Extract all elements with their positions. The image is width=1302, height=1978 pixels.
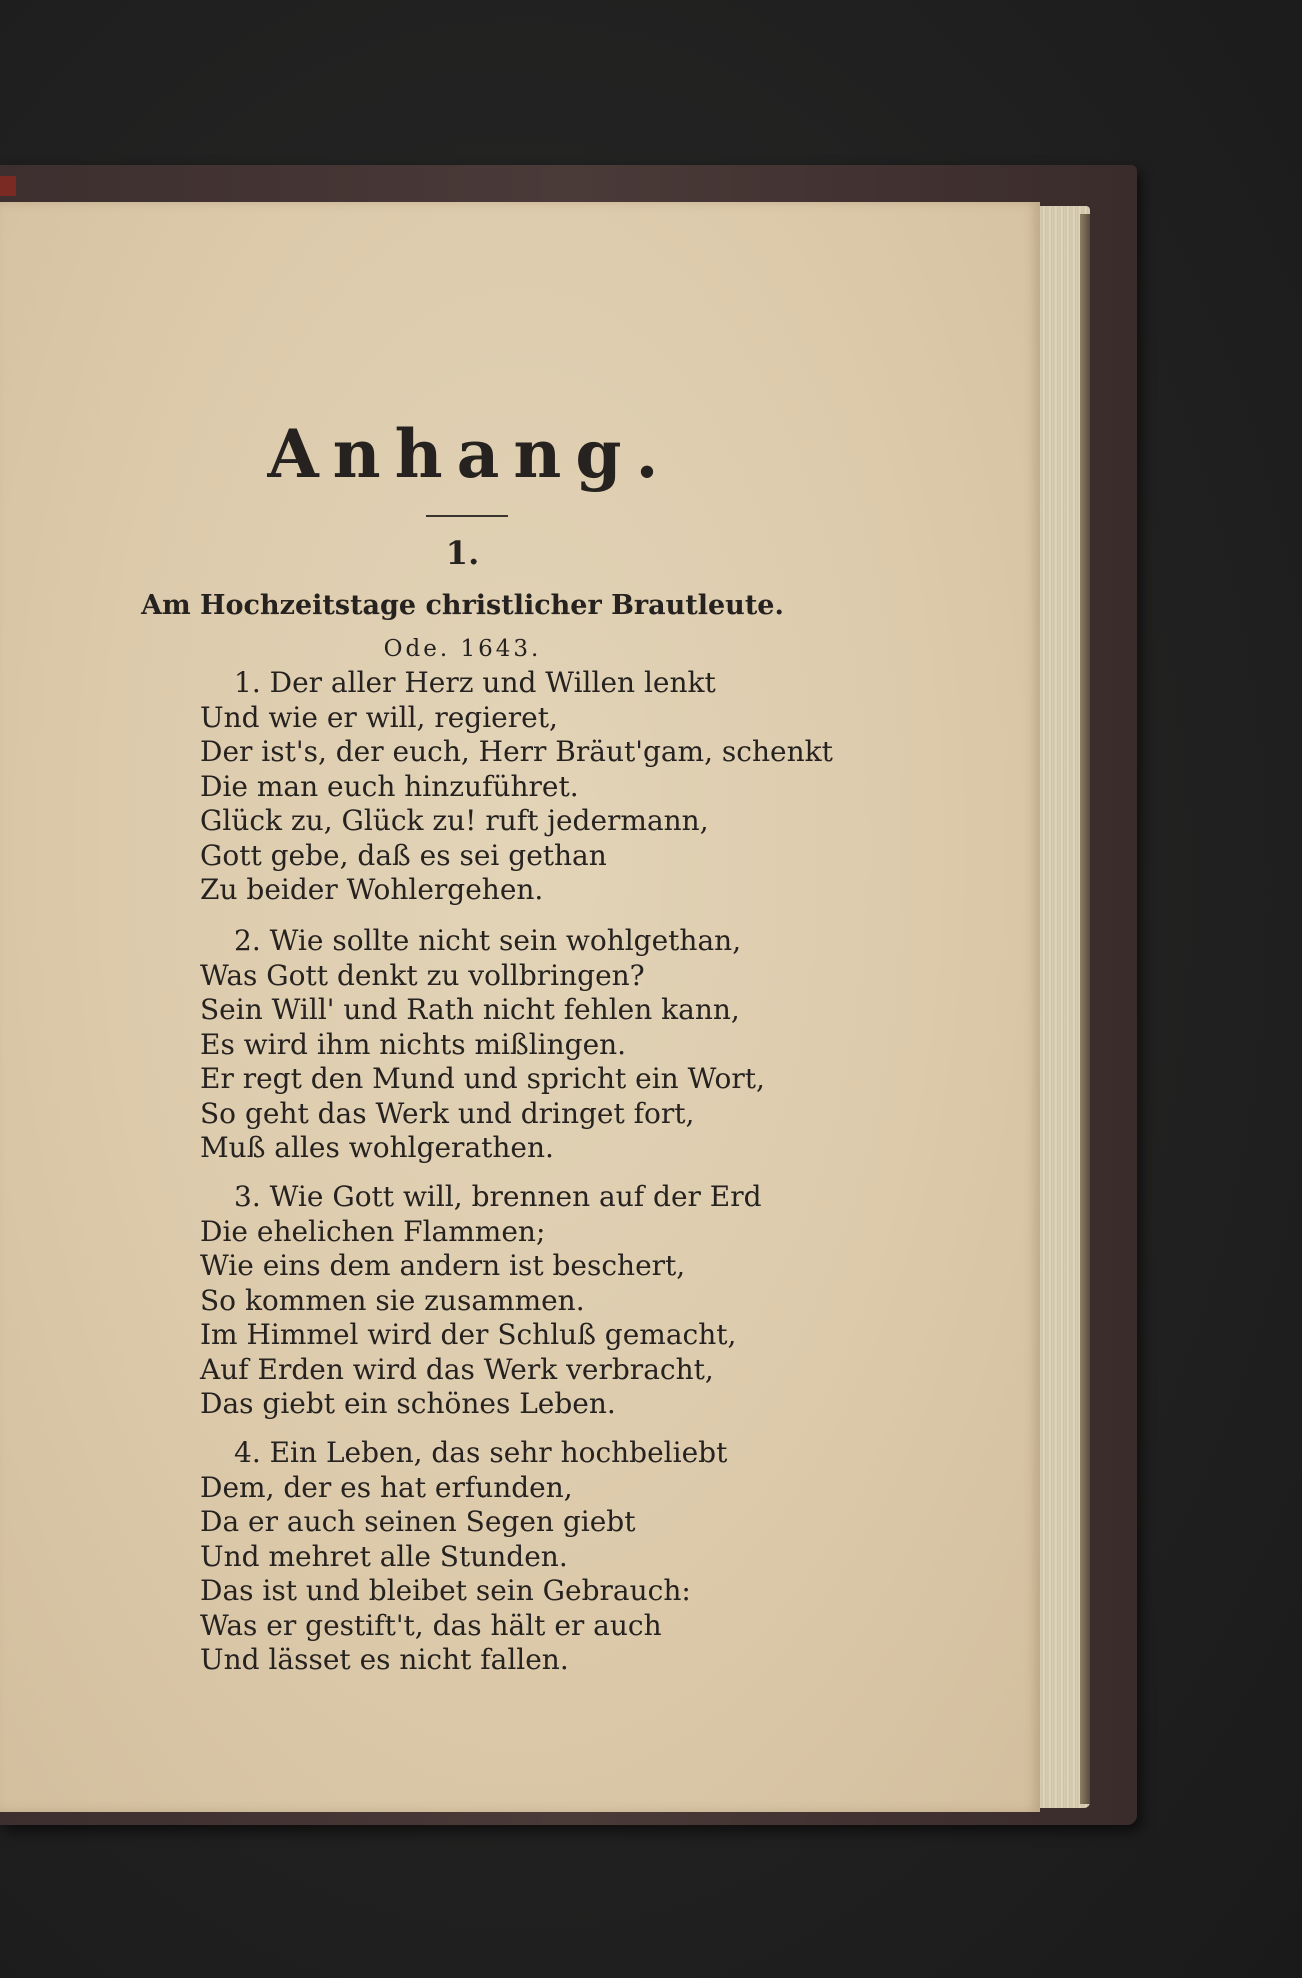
hymn-heading: Am Hochzeitstage christlicher Brautleute. — [141, 590, 784, 621]
stanza-line: Auf Erden wird das Werk verbracht, — [200, 1352, 714, 1386]
stanza-line: Die man euch hinzuführet. — [200, 769, 579, 803]
stanza-line: Glück zu, Glück zu! ruft jedermann, — [200, 804, 709, 837]
stanza — [200, 924, 850, 1166]
stanza-line: Wie eins dem andern ist beschert, — [200, 1249, 686, 1282]
stanza-line: Was Gott denkt zu vollbringen? — [200, 958, 645, 992]
stanza-line: Und mehret alle Stunden. — [200, 1539, 568, 1573]
stanza-line: So geht das Werk und dringet fort, — [200, 1096, 695, 1130]
stanza-line: Was er gestift't, das hält er auch — [200, 1608, 662, 1642]
stanza — [200, 666, 850, 908]
stanza-line: Es wird ihm nichts mißlingen. — [200, 1027, 627, 1061]
page-edges-shadow — [1080, 214, 1090, 1804]
stanza-line: 3. Wie Gott will, brennen auf der Erd — [234, 1180, 762, 1213]
stanza-line: Zu beider Wohlergehen. — [200, 873, 544, 906]
stanza — [200, 1436, 850, 1678]
melody-reference: Ode. 1643. — [383, 636, 542, 662]
stanza-line: 4. Ein Leben, das sehr hochbeliebt — [234, 1436, 728, 1469]
stanza-line: Gott gebe, daß es sei gethan — [200, 838, 607, 872]
stanza-line: 1. Der aller Herz und Willen lenkt — [234, 666, 716, 699]
stanza-line: Das ist und bleibet sein Gebrauch: — [200, 1574, 691, 1607]
stanza-line: So kommen sie zusammen. — [200, 1283, 585, 1317]
cover-edge — [0, 176, 16, 196]
hymn-number: 1. — [445, 534, 480, 572]
stanza-line: Die ehelichen Flammen; — [200, 1214, 546, 1248]
stanza-line: Dem, der es hat erfunden, — [200, 1470, 573, 1504]
stanza-line: Er regt den Mund und spricht ein Wort, — [200, 1062, 765, 1095]
page-title: Anhang. — [267, 415, 673, 493]
stanza-line: Und wie er will, regieret, — [200, 700, 558, 734]
book-page — [0, 202, 1040, 1812]
stanza-line: Das giebt ein schönes Leben. — [200, 1387, 616, 1420]
stanza-line: 2. Wie sollte nicht sein wohlgethan, — [234, 924, 742, 957]
stanza-line: Und lässet es nicht fallen. — [200, 1643, 569, 1676]
stanza-line: Sein Will' und Rath nicht fehlen kann, — [200, 993, 740, 1026]
stanza-line: Da er auch seinen Segen giebt — [200, 1505, 636, 1538]
stanza-line: Muß alles wohlgerathen. — [200, 1131, 554, 1164]
stanza-line: Im Himmel wird der Schluß gemacht, — [200, 1318, 737, 1351]
stanza — [200, 1180, 850, 1422]
title-divider — [426, 515, 508, 517]
page-content — [0, 202, 1040, 1812]
stanza-line: Der ist's, der euch, Herr Bräut'gam, schenkt — [200, 735, 833, 768]
